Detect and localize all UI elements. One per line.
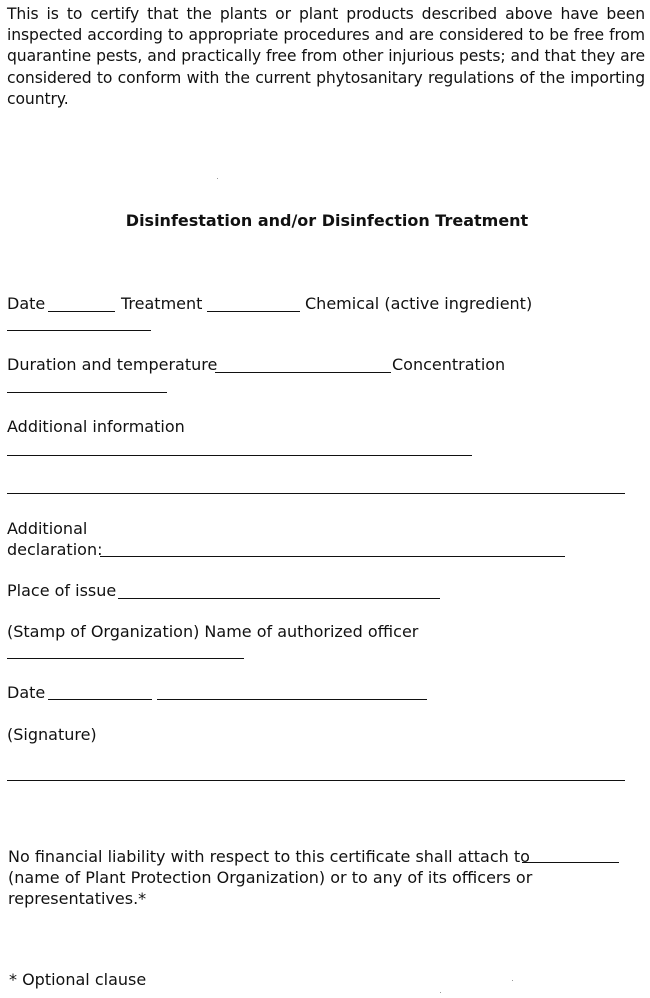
duration-temperature-field[interactable] — [215, 372, 391, 373]
additional-information-label: Additional information — [7, 417, 185, 436]
treatment-date-label: Date — [7, 294, 46, 313]
liability-line-1: No financial liability with respect to this certificate shall attach to — [8, 847, 530, 866]
additional-declaration-label-1: Additional — [7, 519, 88, 538]
additional-information-field-1[interactable] — [7, 455, 472, 456]
chemical-label: Chemical (active ingredient) — [305, 294, 533, 313]
additional-information-field-2[interactable] — [7, 493, 625, 494]
duration-temperature-label: Duration and temperature — [7, 355, 218, 374]
treatment-date-field[interactable] — [48, 311, 115, 312]
certification-paragraph: This is to certify that the plants or plant products described above have been inspected according to appropriate procedures and are considered to be free from quarantine pests, and practically free from other injurious pests; and that they are considered to conform with the current phytosanitary regulations of the importing country. — [7, 5, 645, 108]
treatment-type-label: Treatment — [121, 294, 203, 313]
issue-date-label: Date — [7, 683, 46, 702]
plant-protection-organization-field[interactable] — [522, 862, 619, 863]
treatment-section-title: Disinfestation and/or Disinfection Treatment — [125, 211, 529, 230]
issue-date-field[interactable] — [48, 699, 152, 700]
stamp-officer-label: (Stamp of Organization) Name of authorized officer — [7, 622, 419, 641]
place-of-issue-field[interactable] — [118, 598, 440, 599]
liability-statement — [8, 846, 628, 909]
place-of-issue-label: Place of issue — [7, 581, 117, 600]
treatment-type-field[interactable] — [207, 311, 300, 312]
concentration-label: Concentration — [392, 355, 506, 374]
scan-speck — [512, 980, 513, 981]
signature-label: (Signature) — [7, 725, 97, 744]
chemical-field[interactable] — [7, 330, 151, 331]
issue-date-extra-field[interactable] — [157, 699, 427, 700]
optional-clause-footnote: * Optional clause — [9, 970, 147, 989]
liability-line-2: (name of Plant Protection Organization) or to any of its officers or — [8, 868, 533, 887]
concentration-field[interactable] — [7, 392, 167, 393]
liability-line-3: representatives.* — [8, 889, 147, 908]
scan-speck — [217, 178, 218, 179]
signature-field[interactable] — [7, 780, 625, 781]
scan-speck — [440, 992, 441, 993]
authorized-officer-field[interactable] — [7, 658, 244, 659]
additional-declaration-label-2: declaration: — [7, 540, 103, 559]
additional-declaration-field[interactable] — [100, 556, 565, 557]
